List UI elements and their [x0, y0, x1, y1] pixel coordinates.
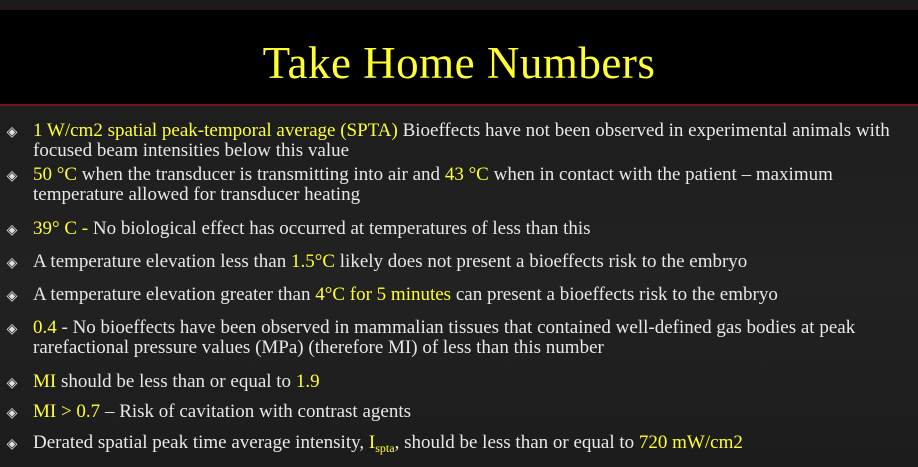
highlighted-value: MI [33, 371, 57, 392]
diamond-bullet-icon: ◈ [6, 222, 18, 238]
bullet-text [33, 252, 908, 272]
highlighted-value: 4°C for 5 minutes [315, 284, 452, 305]
body-text: can present a bioeffects risk to the embryo [451, 284, 778, 305]
bullet-text [33, 285, 908, 305]
bullet-text [33, 121, 908, 161]
diamond-bullet-icon: ◈ [6, 168, 18, 184]
bullet-text [33, 402, 908, 422]
highlighted-value: 720 mW/cm2 [638, 432, 743, 453]
diamond-bullet-icon: ◈ [6, 321, 18, 337]
highlighted-value: I [368, 432, 376, 453]
body-text: likely does not present a bioeffects risk to the embryo [335, 251, 748, 272]
highlighted-value: MI > 0.7 [33, 401, 101, 422]
body-text: A temperature elevation greater than [33, 284, 316, 305]
highlighted-value: 50 °C [33, 164, 78, 185]
highlighted-value: 39° C - [33, 218, 89, 239]
subscript-text: spta [375, 441, 395, 455]
diamond-bullet-icon: ◈ [6, 124, 18, 140]
title-bar [0, 9, 918, 106]
diamond-bullet-icon: ◈ [6, 288, 18, 304]
diamond-bullet-icon: ◈ [6, 255, 18, 271]
diamond-bullet-icon: ◈ [6, 405, 18, 421]
highlighted-value: 1.9 [295, 371, 320, 392]
slide-title: Take Home Numbers [262, 38, 656, 88]
highlighted-value: 43 °C [444, 164, 489, 185]
diamond-bullet-icon: ◈ [6, 375, 18, 391]
body-text: when in contact with the patient – maximum temperature allowed for transducer heating [33, 164, 833, 205]
highlighted-value: 1 W/cm2 spatial peak-temporal average (SPTA) [33, 120, 398, 141]
body-text: – Risk of cavitation with contrast agents [100, 401, 411, 422]
highlighted-value: 0.4 [33, 317, 57, 338]
bullet-text [33, 433, 908, 454]
body-text: should be less than or equal to [56, 371, 296, 392]
bullet-text [33, 165, 908, 205]
bullet-text [33, 219, 908, 239]
body-text: A temperature elevation less than [33, 251, 291, 272]
body-text: Bioeffects have not been observed in experimental animals with focused beam intensities below this value [33, 120, 890, 161]
body-text: Derated spatial peak time average intensity, [33, 432, 369, 453]
body-text: , should be less than or equal to [394, 432, 639, 453]
diamond-bullet-icon: ◈ [6, 436, 18, 452]
body-text: No biological effect has occurred at temperatures of less than this [88, 218, 591, 239]
body-text: - No bioeffects have been observed in mammalian tissues that contained well-defined gas bodies at peak rarefactional pressure values (MPa) (therefore MI) of less than this number [33, 317, 856, 358]
bullet-text [33, 372, 908, 392]
body-text: when the transducer is transmitting into air and [77, 164, 445, 185]
highlighted-value: 1.5°C [291, 251, 336, 272]
bullet-text [33, 318, 908, 358]
